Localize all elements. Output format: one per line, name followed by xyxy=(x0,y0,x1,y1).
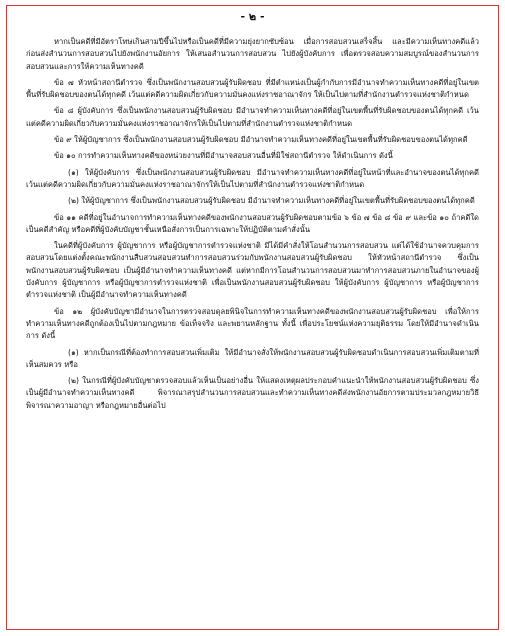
page-number: - ๒ - xyxy=(240,10,265,23)
document-body xyxy=(26,10,479,622)
paragraph-clause-12: ข้อ ๑๒ ผู้บังคับบัญชามีอำนาจในการตรวจสอบดุลยพินิจในการทำความเห็นทางคดีของพนักงานสอบสวนผู้รับผิดชอบ เพื่อให้การทำความเห็นทางคดีถูกต้องเป็นไปตามกฎหมาย ข้อเท็จจริง และพยานหลักฐาน ทั้งนี้ เพื่อประโยชน์แห่งความยุติธรรม โดยให้มีอำนาจดำเนินการ ดังนี้ xyxy=(26,306,479,341)
paragraph-clause-7: ข้อ ๗ หัวหน้าสถานีตำรวจ ซึ่งเป็นพนักงานสอบสวนผู้รับผิดชอบ ที่มีตำแหน่งเป็นผู้กำกับการมีอำนาจทำความเห็นทางคดีที่อยู่ในเขตพื้นที่รับผิดชอบของตนได้ทุกคดี เว้นแต่คดีความผิดเกี่ยวกับความมั่นคงแห่งราชอาณาจักร ให้เป็นไปตามที่สำนักงานตำรวจแห่งชาติกำหนด xyxy=(26,77,479,100)
paragraph-clause-9: ข้อ ๙ ให้ผู้บัญชาการ ซึ่งเป็นพนักงานสอบสวนผู้รับผิดชอบ มีอำนาจทำความเห็นทางคดีที่อยู่ในเขตพื้นที่รับผิดชอบของตนได้ทุกคดี xyxy=(54,135,468,145)
paragraph-clause-12-item-2: (๒) ในกรณีที่ผู้บังคับบัญชาตรวจสอบแล้วเห็นเป็นอย่างอื่น ให้แสดงเหตุผลประกอบคำแนะนำให้พนักงานสอบสวนผู้รับผิดชอบ ซึ่งเป็นผู้มีอำนาจทำความเห็นทางคดี พิจารณาสรุปสำนวนการสอบสวนและทำความเห็นทางคดีส่งพนักงานอัยการตามประมวลกฎหมายวิธีพิจารณาความอาญา หรือกฎหมายอื่นต่อไป xyxy=(26,376,479,410)
paragraph-clause-8: ข้อ ๘ ผู้บังคับการ ซึ่งเป็นพนักงานสอบสวนผู้รับผิดชอบ มีอำนาจทำความเห็นทางคดีที่อยู่ในเขตพื้นที่รับผิดชอบของตนได้ทุกคดี เว้นแต่คดีความผิดเกี่ยวกับความมั่นคงแห่งราชอาณาจักรให้เป็นไปตามที่สำนักงานตำรวจแห่งชาติกำหนด xyxy=(26,106,479,128)
paragraph-clause-11-detail: ในคดีที่ผู้บังคับการ ผู้บัญชาการ หรือผู้บัญชาการตำรวจแห่งชาติ มีได้มีคำสั่งให้โอนสำนวนการสอบสวน แต่ได้ใช้อำนาจควบคุมการสอบสวนโดยแต่งตั้งคณะพนักงานสืบสวนสอบสวนทำการสอบสวนร่วมกับพนักงานสอบสวนผู้รับผิดชอบ ให้หัวหน้าสถานีตำรวจ ซึ่งเป็นพนักงานสอบสวนผู้รับผิดชอบ เป็นผู้มีอำนาจทำความเห็นทางคดี แต่หากมีการโอนสำนวนการสอบสวนมาทำการสอบสวนภายในอำนาจของผู้บังคับการ ผู้บัญชาการ หรือผู้บัญชาการตำรวจแห่งชาติ เพื่อเป็นพนักงานสอบสวนผู้รับผิดชอบ ให้ผู้บังคับการ ผู้บัญชาการ หรือผู้บัญชาการตำรวจแห่งชาติ เป็นผู้มีอำนาจทำความเห็นทางคดี xyxy=(26,241,479,300)
paragraph-clause-10: ข้อ ๑๐ การทำความเห็นทางคดีของหน่วยงานที่มีอำนาจสอบสวนอื่นที่มิใช่สถานีตำรวจ ให้ดำเนินการ ดังนี้ xyxy=(54,151,393,161)
paragraph-clause-10-item-2: (๒) ให้ผู้บัญชาการ ซึ่งเป็นพนักงานสอบสวนผู้รับผิดชอบ มีอำนาจทำความเห็นทางคดีที่อยู่ในเขตพื้นที่รับผิดชอบของตนได้ทุกคดี xyxy=(68,196,475,206)
paragraph-clause-10-item-1: (๑) ให้ผู้บังคับการ ซึ่งเป็นพนักงานสอบสวนผู้รับผิดชอบ มีอำนาจทำความเห็นทางคดีที่อยู่ในหน้าที่และอำนาจของตนได้ทุกคดี เว้นแต่คดีความผิดเกี่ยวกับความมั่นคงแห่งราชอาณาจักรให้เป็นไปตามที่สำนักงานตำรวจแห่งชาติกำหนด xyxy=(26,167,479,189)
paragraph-clause-12-item-1: (๑) หากเป็นกรณีที่ต้องทำการสอบสวนเพิ่มเติม ให้มีอำนาจสั่งให้พนักงานสอบสวนผู้รับผิดชอบดำเนินการสอบสวนเพิ่มเติมตามที่เห็นสมควร หรือ xyxy=(26,347,479,369)
paragraph-1: หากเป็นคดีที่มีอัตราโทษเกินสามปีขึ้นไปหรือเป็นคดีที่มีความยุ่งยากซับซ้อน เมื่อการสอบสวนเสร็จสิ้น และมีความเห็นทางคดีแล้ว ก่อนส่งสำนวนการสอบสวนไปยังพนักงานอัยการ ให้เสนอสำนวนการสอบสวน ไปยังผู้บังคับการ เพื่อตรวจสอบความสมบูรณ์ของสำนวนการสอบสวนและการให้ความเห็นทางคดี xyxy=(26,37,479,71)
paragraph-clause-11: ข้อ ๑๑ คดีที่อยู่ในอำนาจการทำความเห็นทางคดีของพนักงานสอบสวนผู้รับผิดชอบตามข้อ ๖ ข้อ ๗ ข้อ ๘ ข้อ ๙ และข้อ ๑๐ ถ้าคดีใดเป็นคดีสำคัญ หรือคดีที่ผู้บังคับบัญชาชั้นเหนือสั่งการเป็นการเฉพาะให้ปฏิบัติตามคำสั่งนั้น xyxy=(26,212,479,234)
